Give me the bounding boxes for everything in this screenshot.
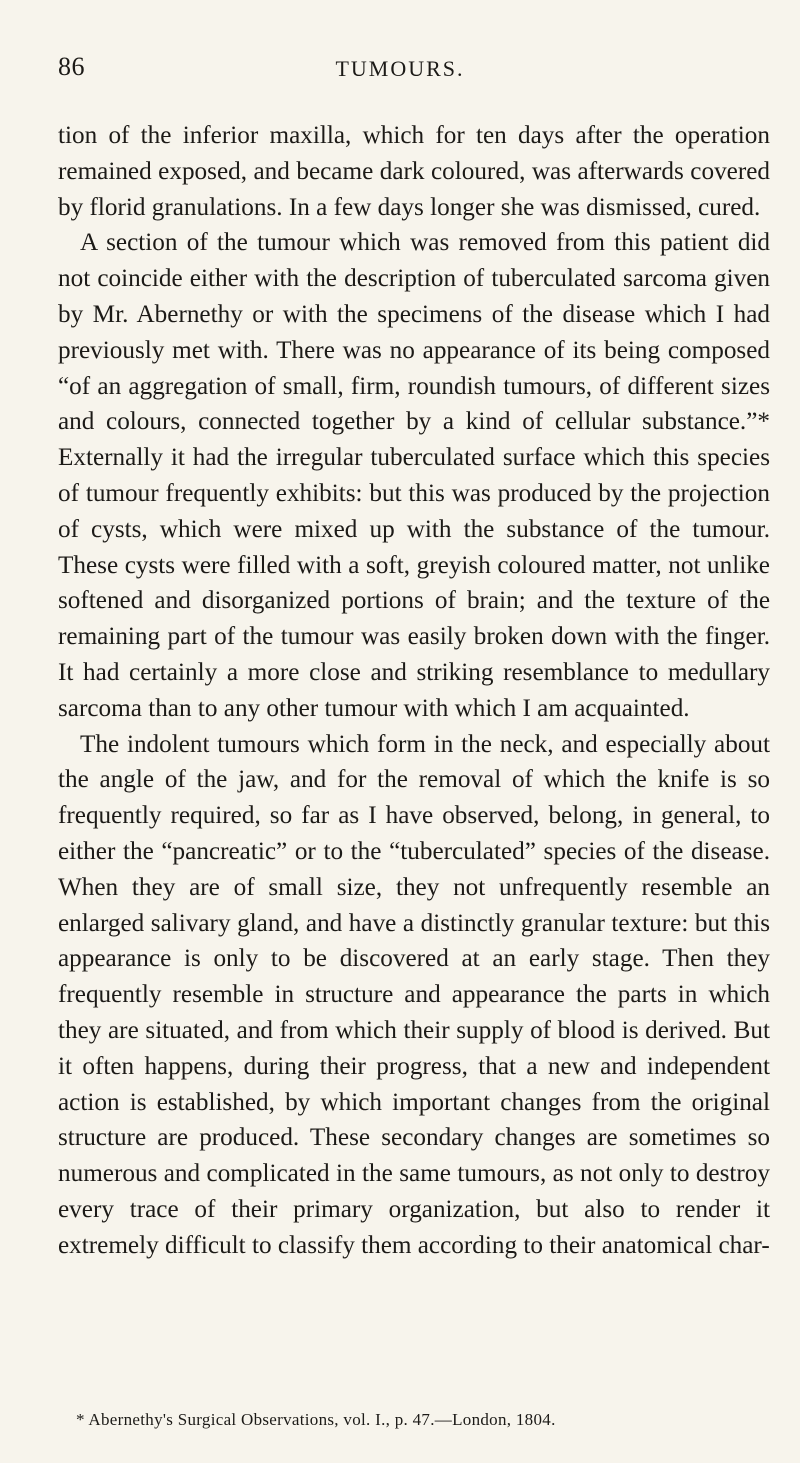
running-head: TUMOURS.	[335, 56, 465, 81]
footnote: * Abernethy's Surgical Observations, vol. I., p. 47.—London, 1804.	[76, 1410, 556, 1429]
page-header	[0, 52, 800, 86]
body-text	[58, 118, 770, 1264]
paragraph-continuation: tion of the inferior maxilla, which for ten days after the operation remained exposed, and became dark coloured, was afterwards covered by florid granulations. In a few days longer she was dismissed, cured.	[58, 122, 770, 221]
paragraph-tumour-section: A section of the tumour which was removed from this patient did not coincide either with the description of tuberculated sarcoma given by Mr. Abernethy or with the specimens of the disease which I had previously met with. There was no appearance of its being composed “of an aggregation of small, firm, roundish tumours, of different sizes and colours, connected together by a kind of cellular substance.”* Externally it had the irregular tuberculated surface which this species of tumour frequently exhibits: but this was produced by the projection of cysts, which were mixed up with the substance of the tumour. These cysts were filled with a soft, greyish coloured matter, not unlike softened and disorganized portions of brain; and the texture of the remaining part of the tumour was easily broken down with the finger. It had certainly a more close and striking resemblance to medullary sarcoma than to any other tumour with which I am acquainted.	[58, 229, 770, 722]
paragraph-indolent-tumours: The indolent tumours which form in the neck, and especially about the angle of the jaw, and for the removal of which the knife is so frequently required, so far as I have observed, belong, in general, to either the “pancreatic” or to the “tuberculated” species of the disease. When they are of small size, they not unfrequently resemble an enlarged salivary gland, and have a distinctly granular texture: but this appearance is only to be discovered at an early stage. Then they frequently resemble in structure and appearance the parts in which they are situated, and from which their supply of blood is derived. But it often happens, during their progress, that a new and independent action is established, by which important changes from the original structure are produced. These secondary changes are sometimes so numerous and complicated in the same tumours, as not only to destroy every trace of their primary organization, but also to render it extremely difficult to classify them according to their anatomical char-	[58, 730, 770, 1259]
page-number: 86	[58, 52, 85, 81]
